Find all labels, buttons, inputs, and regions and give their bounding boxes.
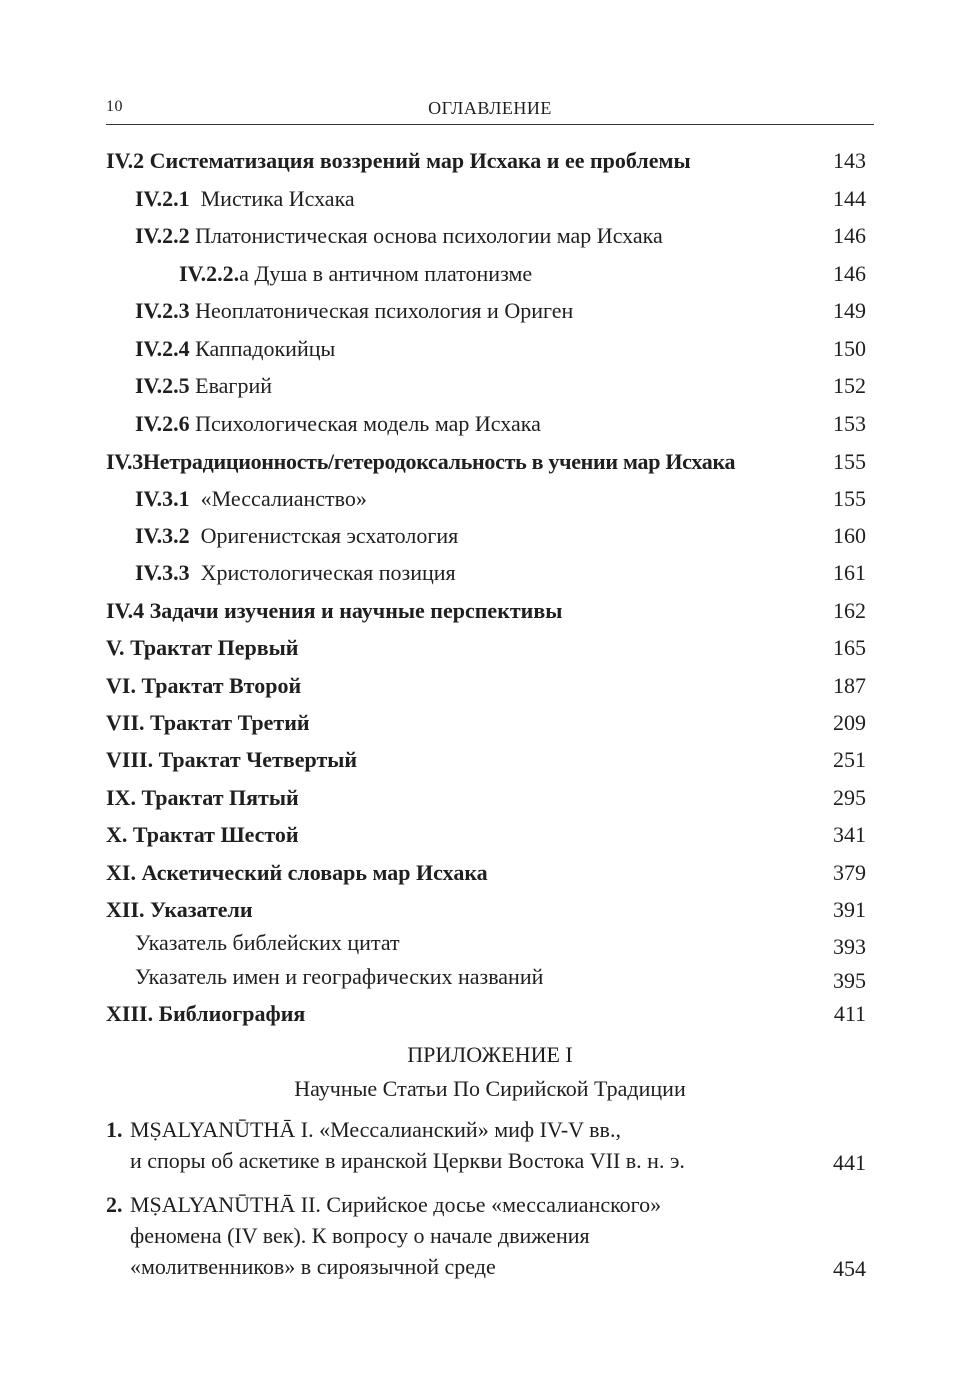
toc-entry-page: 187 — [833, 673, 866, 698]
toc-entry-page: 146 — [833, 223, 866, 248]
toc-entry-page: 295 — [833, 785, 866, 810]
toc-entry-page: 209 — [833, 710, 866, 735]
toc-entry-title: IV.2.5 Евагрий — [135, 373, 272, 398]
appendix-entry-line: «молитвенников» в сироязычной среде — [130, 1254, 496, 1279]
appendix-entry-line: MṢALYANŪTHĀ I. «Мессалианский» миф IV-V вв., — [130, 1117, 621, 1142]
toc-entry-title: IX. Трактат Пятый — [106, 785, 299, 810]
toc-entry-title: V. Трактат Первый — [106, 635, 299, 660]
toc-entry-title: IV.3.3 Христологическая позиция — [135, 560, 456, 585]
toc-entry-page: 161 — [833, 560, 866, 585]
toc-entry-page: 393 — [833, 934, 866, 959]
appendix-entry-line: феномена (IV век). К вопросу о начале движения — [130, 1223, 590, 1248]
toc-entry-title: IV.2.2 Платонистическая основа психологии мар Исхака — [135, 223, 663, 248]
toc-entry-page: 150 — [833, 336, 866, 361]
toc-entry-title: IV.4 Задачи изучения и научные перспективы — [106, 598, 563, 623]
toc-entry-title: Указатель имен и географических названий — [135, 964, 544, 989]
toc-entry-page: 155 — [833, 486, 866, 511]
toc-entry-page: 341 — [833, 822, 866, 847]
toc-entry-page: 160 — [833, 523, 866, 548]
toc-entry-title: IV.2.1 Мистика Исхака — [135, 186, 355, 211]
toc-entry-page: 144 — [833, 186, 866, 211]
page-number: 10 — [106, 98, 123, 115]
toc-entry-page: 155 — [833, 449, 866, 474]
toc-entry-title: VIII. Трактат Четвертый — [106, 747, 358, 772]
toc-entry-title: IV.2.6 Психологическая модель мар Исхака — [135, 411, 541, 436]
toc-entry-title: IV.3.1 «Мессалианство» — [135, 486, 367, 511]
toc-entry-title: XI. Аскетический словарь мар Исхака — [106, 860, 488, 885]
toc-entry-title: VI. Трактат Второй — [106, 673, 302, 698]
appendix-entry — [106, 1190, 866, 1286]
appendix-subheading: Научные Статьи По Сирийской Традиции — [294, 1076, 686, 1101]
toc-entry-title: XIII. Библиография — [106, 1001, 306, 1026]
appendix-entry — [106, 1115, 866, 1179]
toc-entry-title: XII. Указатели — [106, 897, 253, 922]
toc-entry-page: 149 — [833, 298, 866, 323]
appendix-heading: ПРИЛОЖЕНИЕ I — [407, 1042, 573, 1067]
appendix-entry-page: 454 — [833, 1256, 866, 1281]
toc-entry-title: IV.2 Систематизация воззрений мар Исхака и ее проблемы — [106, 148, 691, 173]
toc-entry-page: 143 — [833, 148, 866, 173]
toc-entry-page: 162 — [833, 598, 866, 623]
appendix-entry-page: 441 — [833, 1150, 866, 1175]
toc-entry-page: 146 — [833, 261, 866, 286]
toc-entry-page: 395 — [833, 968, 866, 993]
toc-entry-title: IV.2.4 Каппадокийцы — [135, 336, 336, 361]
toc-entry-page: 391 — [833, 897, 866, 922]
appendix-entry-line: MṢALYANŪTHĀ II. Сирийское досье «мессалианского» — [130, 1192, 662, 1217]
toc-entry-title: VII. Трактат Третий — [106, 710, 310, 735]
appendix-entry-number: 2. — [106, 1192, 123, 1217]
toc-entry-title: X. Трактат Шестой — [106, 822, 299, 847]
toc-entry-title: Указатель библейских цитат — [135, 930, 400, 955]
toc-entry-title: IV.3.2 Оригенистская эсхатология — [135, 523, 459, 548]
toc-entry-page: 251 — [833, 747, 866, 772]
toc-entry-title: IV.3Нетрадиционность/гетеродоксальность в учении мар Исхака — [106, 449, 736, 474]
toc-entry-page: 411 — [833, 1001, 866, 1026]
appendix-entry-number: 1. — [106, 1117, 123, 1142]
toc-entry-page: 153 — [833, 411, 866, 436]
toc-entry-page: 165 — [833, 635, 866, 660]
toc-entry-title: IV.2.3 Неоплатоническая психология и Ориген — [135, 298, 574, 323]
toc-entry-page: 379 — [833, 860, 866, 885]
toc-entry-title: IV.2.2.а Душа в античном платонизме — [179, 261, 533, 286]
page-header — [106, 92, 874, 125]
running-title: ОГЛАВЛЕНИЕ — [428, 98, 552, 118]
appendix-entry-line: и споры об аскетике в иранской Церкви Востока VII в. н. э. — [130, 1148, 685, 1173]
toc-entry-page: 152 — [833, 373, 866, 398]
